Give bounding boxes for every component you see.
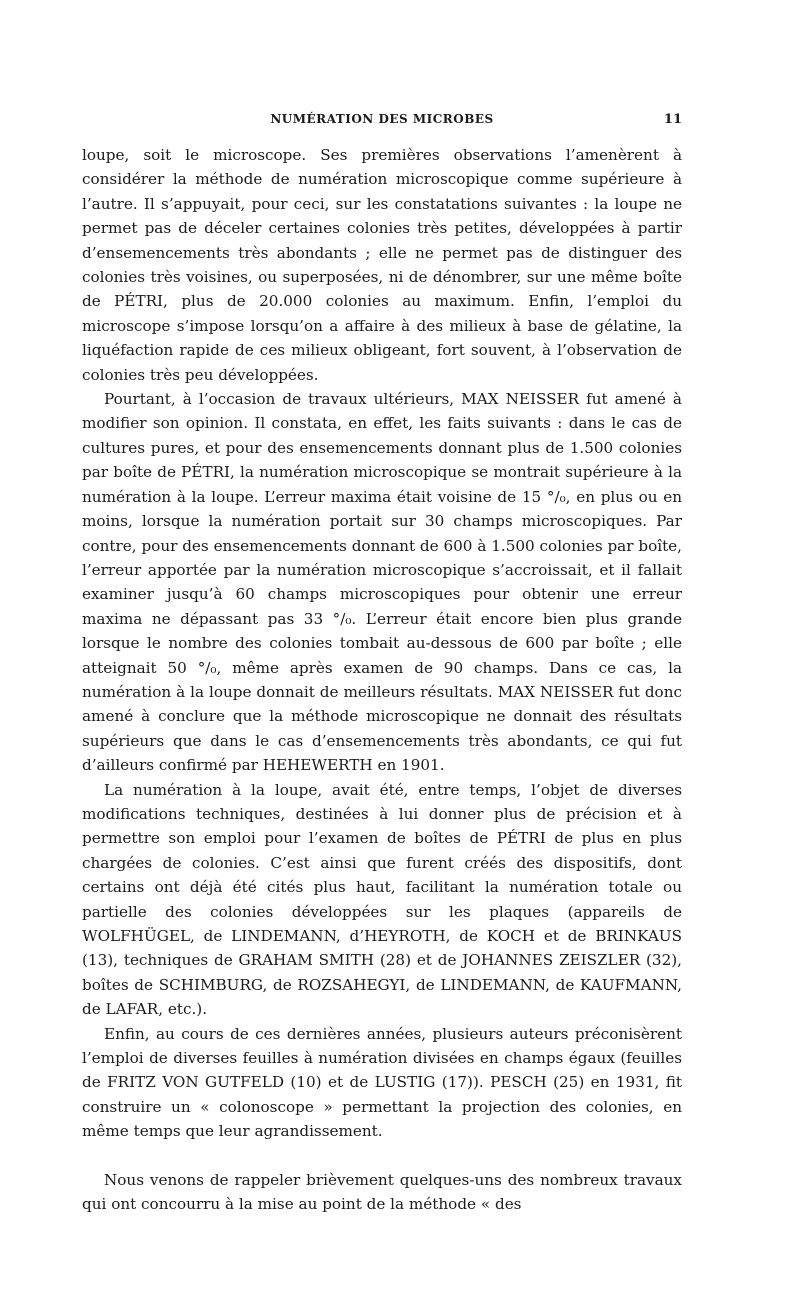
paragraph: Enfin, au cours de ces dernières années, plusieurs auteurs préconisèrent l’emploi de diverses feuilles à numération divisées en champs égaux (feuilles de FRITZ VON GUTFELD (10) et de LUSTIG (17)). PESCH (25) en 1931, fit construire un « colonoscope » permettant la projection des colonies, en même temps que leur agrandissement. xyxy=(82,1024,682,1141)
body-text xyxy=(82,143,682,1216)
running-title: NUMÉRATION DES MICROBES xyxy=(270,112,494,126)
page-number: 11 xyxy=(663,112,682,127)
paragraph: Nous venons de rappeler brièvement quelques-uns des nombreux travaux qui ont concourru à la mise au point de la méthode « des xyxy=(82,1170,682,1214)
paragraph: La numération à la loupe, avait été, entre temps, l’objet de diverses modifications techniques, destinées à lui donner plus de précision et à permettre son emploi pour l’examen de boîtes de PÉTRI de plus en plus chargées de colonies. C’est ainsi que furent créés des dispositifs, dont certains ont déjà été cités plus haut, facilitant la numération totale ou partielle des colonies développées sur les plaques (appareils de WOLFHÜGEL, de LINDEMANN, d’HEYROTH, de KOCH et de BRINKAUS (13), techniques de GRAHAM SMITH (28) et de JOHANNES ZEISZLER (32), boîtes de SCHIMBURG, de ROZSAHEGYI, de LINDEMANN, de KAUFMANN, de LAFAR, etc.). xyxy=(82,780,682,1019)
page-header xyxy=(82,112,682,134)
paragraph: loupe, soit le microscope. Ses premières observations l’amenèrent à considérer la méthode de numération microscopique comme supérieure à l’autre. Il s’appuyait, pour ceci, sur les constatations suivantes : la loupe ne permet pas de déceler certaines colonies très petites, développées à partir d’ensemencements très abondants ; elle ne permet pas de distinguer des colonies très voisines, ou superposées, ni de dénombrer, sur une même boîte de PÉTRI, plus de 20.000 colonies au maximum. Enfin, l’emploi du microscope s’impose lorsqu’on a affaire à des milieux à base de gélatine, la liquéfaction rapide de ces milieux obligeant, fort souvent, à l’observation de colonies très peu développées. xyxy=(82,146,682,384)
paragraph: Pourtant, à l’occasion de travaux ultérieurs, MAX NEISSER fut amené à modifier son opinion. Il constata, en effet, les faits suivants : dans le cas de cultures pures, et pour des ensemencements donnant plus de 1.500 colonies par boîte de PÉTRI, la numération microscopique se montrait supérieure à la numération à la loupe. L’erreur maxima était voisine de 15 °/₀, en plus ou en moins, lorsque la numération portait sur 30 champs microscopiques. Par contre, pour des ensemencements donnant de 600 à 1.500 colonies par boîte, l’erreur apportée par la numération microscopique s’accroissait, et il fallait examiner jusqu’à 60 champs microscopiques pour obtenir une erreur maxima ne dépassant pas 33 °/₀. L’erreur était encore bien plus grande lorsque le nombre des colonies tombait au-dessous de 600 par boîte ; elle atteignait 50 °/₀, même après examen de 90 champs. Dans ce cas, la numération à la loupe donnait de meilleurs résultats. MAX NEISSER fut donc amené à conclure que la méthode microscopique ne donnait des résultats supérieurs que dans le cas d’ensemencements très abondants, ce qui fut d’ailleurs confirmé par HEHEWERTH en 1901. xyxy=(82,390,682,775)
